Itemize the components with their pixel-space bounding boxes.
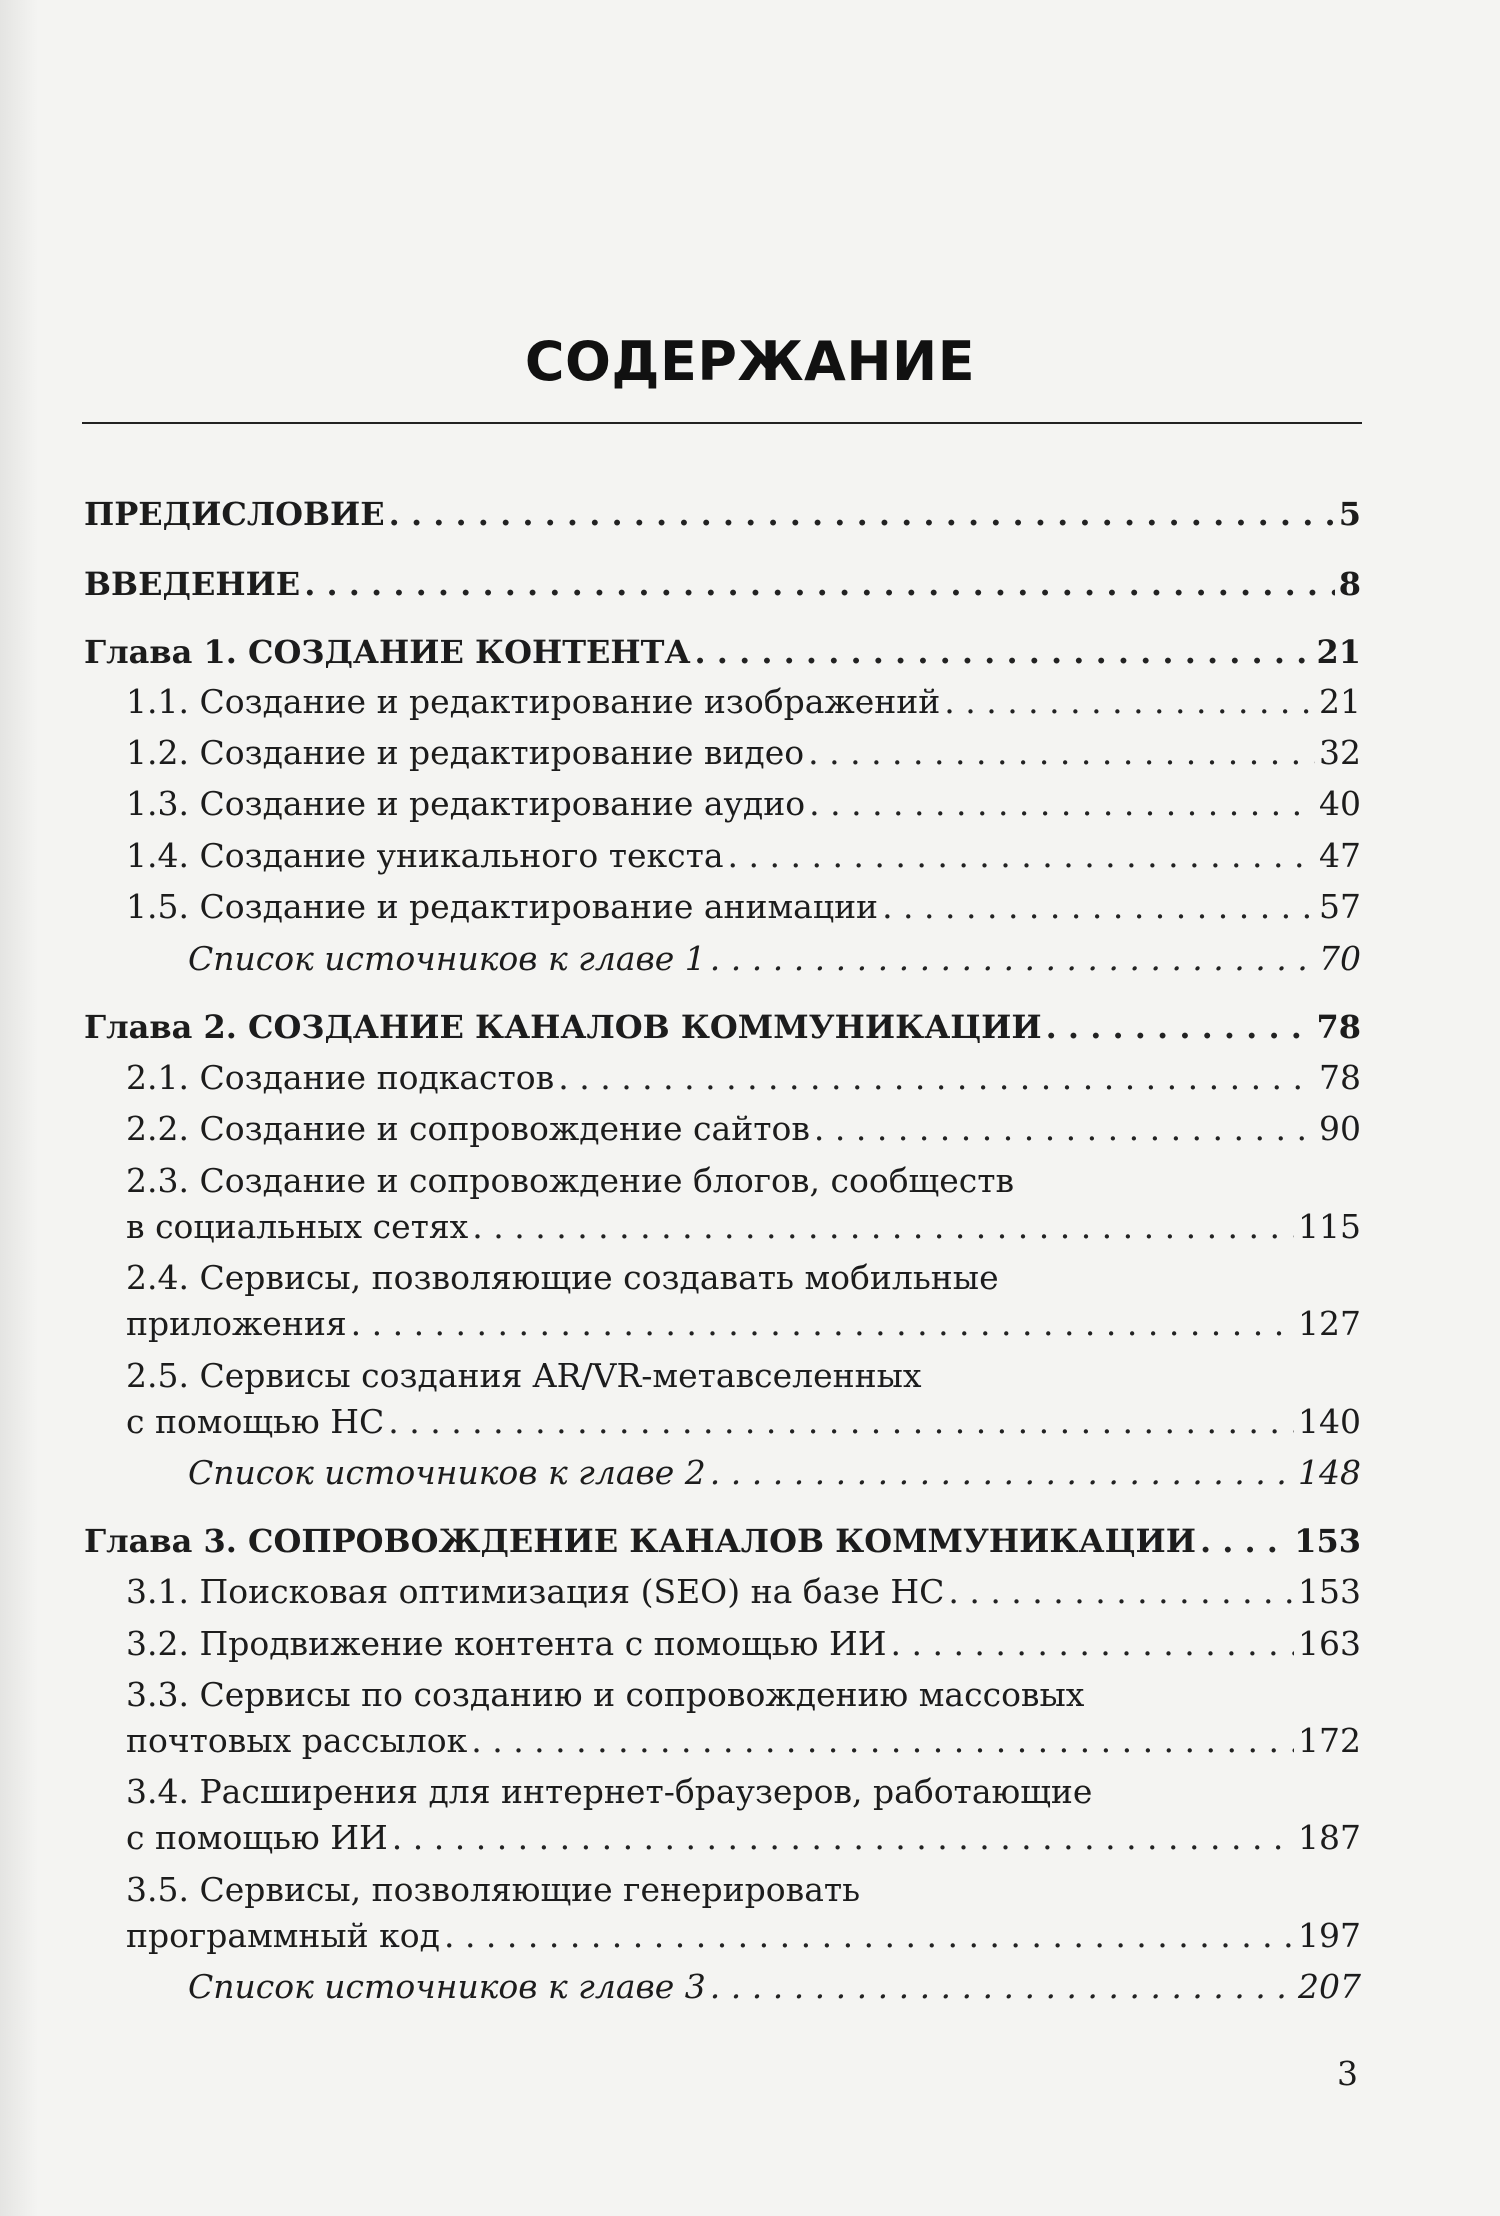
toc-entry-page: 153: [1298, 1572, 1361, 1611]
toc-section-2-2[interactable]: [126, 1105, 1361, 1153]
toc-entry-title: ПРЕДИСЛОВИЕ: [84, 495, 385, 533]
toc-entry-page: 127: [1298, 1304, 1361, 1343]
page-title: СОДЕРЖАНИЕ: [524, 330, 976, 393]
toc-sources-title: Список источников к главе 3: [188, 1967, 706, 2006]
leader-dots: [444, 1912, 1294, 1960]
toc-entry-page: 207: [1298, 1967, 1361, 2006]
toc-section-title: с помощью НС: [126, 1402, 385, 1441]
toc-sources-ch1[interactable]: [188, 935, 1361, 983]
toc-entry-page: 78: [1319, 1058, 1361, 1097]
toc-section-3-3-line1: 3.3. Сервисы по созданию и сопровождению массовых: [126, 1675, 1085, 1714]
toc-section-3-4[interactable]: [126, 1814, 1361, 1862]
toc-section-2-4-line1: 2.4. Сервисы, позволяющие создавать мобильные: [126, 1258, 999, 1297]
toc-entry-title: ВВЕДЕНИЕ: [84, 565, 301, 603]
leader-dots: [558, 1054, 1315, 1102]
toc-section-3-4-line1: 3.4. Расширения для интернет-браузеров, работающие: [126, 1772, 1093, 1811]
toc-entry-page: 153: [1294, 1522, 1361, 1560]
toc-chapter-title: Глава 2. СОЗДАНИЕ КАНАЛОВ КОММУНИКАЦИИ: [84, 1008, 1042, 1046]
toc-chapter-title: Глава 3. СОПРОВОЖДЕНИЕ КАНАЛОВ КОММУНИКАЦИИ: [84, 1522, 1196, 1560]
toc-entry-page: 187: [1298, 1818, 1361, 1857]
toc-section-title: приложения: [126, 1304, 347, 1343]
toc-section-title: 1.4. Создание уникального текста: [126, 836, 724, 875]
toc-section-title: 1.2. Создание и редактирование видео: [126, 733, 805, 772]
leader-dots: [1046, 1003, 1313, 1051]
toc-section-2-5[interactable]: [126, 1398, 1361, 1446]
toc-entry-page: 70: [1319, 939, 1361, 978]
toc-section-3-2[interactable]: [126, 1620, 1361, 1668]
toc-entry-page: 140: [1298, 1402, 1361, 1441]
toc-section-title: 1.5. Создание и редактирование анимации: [126, 887, 879, 926]
toc-section-title: 1.3. Создание и редактирование аудио: [126, 784, 806, 823]
toc-section-3-3[interactable]: [126, 1717, 1361, 1765]
toc-entry-preface[interactable]: [84, 490, 1361, 538]
toc-entry-page: 21: [1316, 633, 1361, 671]
toc-section-title: 3.2. Продвижение контента с помощью ИИ: [126, 1624, 887, 1663]
leader-dots: [808, 729, 1315, 777]
toc-entry-page: 115: [1298, 1207, 1361, 1246]
toc-chapter-title: Глава 1. СОЗДАНИЕ КОНТЕНТА: [84, 633, 691, 671]
toc-section-title: почтовых рассылок: [126, 1721, 468, 1760]
toc-sources-ch2[interactable]: [188, 1449, 1361, 1497]
toc-sources-ch3[interactable]: [188, 1963, 1361, 2011]
toc-section-title: с помощью ИИ: [126, 1818, 388, 1857]
toc-section-title: 2.1. Создание подкастов: [126, 1058, 555, 1097]
toc-entry-page: 90: [1319, 1109, 1361, 1148]
toc-section-1-5[interactable]: [126, 883, 1361, 931]
toc-chapter-3[interactable]: [84, 1517, 1361, 1565]
page-number: 3: [1337, 2054, 1358, 2093]
toc-entry-page: 5: [1338, 495, 1361, 533]
toc-section-1-2[interactable]: [126, 729, 1361, 777]
leader-dots: [948, 1568, 1294, 1616]
toc-entry-page: 57: [1319, 887, 1361, 926]
leader-dots: [695, 628, 1313, 676]
leader-dots: [1200, 1517, 1290, 1565]
toc-chapter-1[interactable]: [84, 628, 1361, 676]
toc-section-2-1[interactable]: [126, 1054, 1361, 1102]
leader-dots: [388, 1398, 1294, 1446]
toc-section-title: 1.1. Создание и редактирование изображений: [126, 682, 941, 721]
toc-sources-title: Список источников к главе 1: [188, 939, 706, 978]
toc-section-2-3[interactable]: [126, 1203, 1361, 1251]
toc-section-2-3-line1: 2.3. Создание и сопровождение блогов, сообществ: [126, 1161, 1015, 1200]
leader-dots: [944, 678, 1315, 726]
toc-entry-page: 78: [1316, 1008, 1361, 1046]
leader-dots: [472, 1203, 1294, 1251]
toc-section-title: в социальных сетях: [126, 1207, 469, 1246]
toc-section-title: 3.1. Поисковая оптимизация (SEO) на базе НС: [126, 1572, 945, 1611]
leader-dots: [351, 1300, 1294, 1348]
leader-dots: [471, 1717, 1294, 1765]
toc-section-3-1[interactable]: [126, 1568, 1361, 1616]
leader-dots: [882, 883, 1315, 931]
leader-dots: [814, 1105, 1315, 1153]
leader-dots: [304, 560, 1335, 608]
toc-entry-page: 32: [1319, 733, 1361, 772]
toc-section-3-5-line1: 3.5. Сервисы, позволяющие генерировать: [126, 1870, 861, 1909]
leader-dots: [710, 935, 1315, 983]
toc-section-title: программный код: [126, 1916, 440, 1955]
toc-section-3-5[interactable]: [126, 1912, 1361, 1960]
toc-section-1-1[interactable]: [126, 678, 1361, 726]
toc-section-1-3[interactable]: [126, 780, 1361, 828]
toc-entry-page: 148: [1298, 1453, 1361, 1492]
toc-section-title: 2.2. Создание и сопровождение сайтов: [126, 1109, 810, 1148]
toc-entry-page: 21: [1319, 682, 1361, 721]
toc-entry-page: 47: [1319, 836, 1361, 875]
toc-entry-page: 197: [1298, 1916, 1361, 1955]
leader-dots: [710, 1963, 1294, 2011]
toc-sources-title: Список источников к главе 2: [188, 1453, 706, 1492]
toc-entry-page: 163: [1298, 1624, 1361, 1663]
leader-dots: [891, 1620, 1295, 1668]
leader-dots: [392, 1814, 1294, 1862]
toc-section-2-4[interactable]: [126, 1300, 1361, 1348]
toc-entry-page: 40: [1319, 784, 1361, 823]
leader-dots: [389, 490, 1335, 538]
leader-dots: [809, 780, 1315, 828]
toc-section-2-5-line1: 2.5. Сервисы создания AR/VR-метавселенных: [126, 1356, 922, 1395]
leader-dots: [710, 1449, 1294, 1497]
toc-chapter-2[interactable]: [84, 1003, 1361, 1051]
toc-entry-intro[interactable]: [84, 560, 1361, 608]
toc-entry-page: 8: [1338, 565, 1361, 603]
toc-entry-page: 172: [1298, 1721, 1361, 1760]
leader-dots: [728, 832, 1315, 880]
toc-section-1-4[interactable]: [126, 832, 1361, 880]
